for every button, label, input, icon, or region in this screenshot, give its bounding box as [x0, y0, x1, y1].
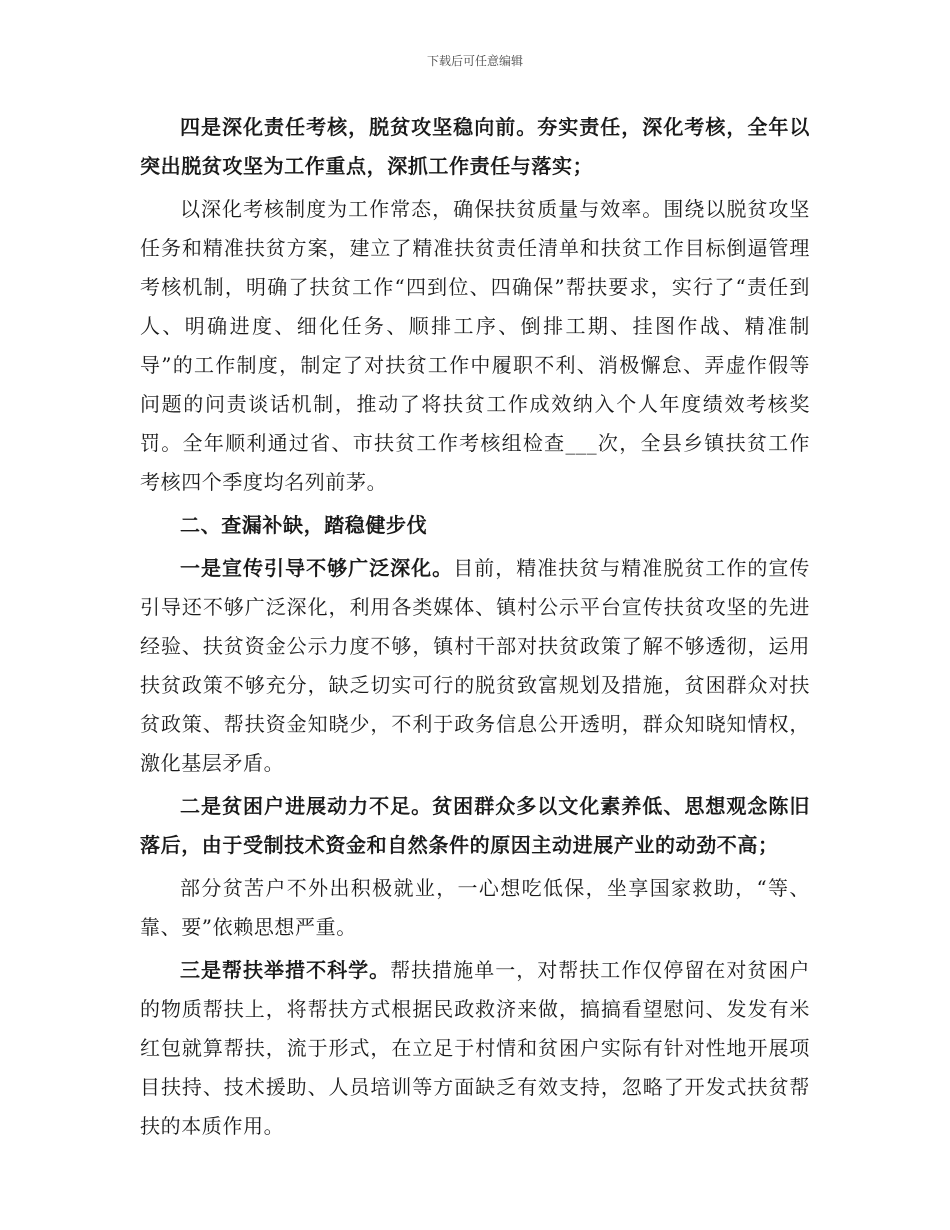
section-heading-text: 二、查漏补缺，踏稳健步伐 — [180, 513, 428, 537]
paragraph-2-text: 以深化考核制度为工作常态，确保扶贫质量与效率。围绕以脱贫攻坚任务和精准扶贫方案，建立了精准扶贫责任清单和扶贫工作目标倒逼管理考核机制，明确了扶贫工作“四到位、四确保”帮扶要求，实行了“责任到人、明确进度、细化任务、顺排工序、倒排工期、挂图作战、精准制导”的工作制度，制定了对扶贫工作中履职不利、消极懈怠、弄虚作假等问题的问责谈话机制，推动了将扶贫工作成效纳入个人年度绩效考核奖罚。全年顺利通过省、市扶贫工作考核组检查___次，全县乡镇扶贫工作考核四个季度均名列前茅。 — [140, 197, 810, 494]
section-heading — [140, 506, 810, 545]
paragraph-1 — [140, 108, 810, 186]
paragraph-6-text: 帮扶措施单一，对帮扶工作仅停留在对贫困户的物质帮扶上，将帮扶方式根据民政救济来做，搞搞看望慰问、发发有米红包就算帮扶，流于形式，在立足于村情和贫困户实际有针对性地开展项目扶持、技术援助、人员培训等方面缺乏有效支持，忽略了开发式扶贫帮扶的本质作用。 — [140, 958, 811, 1138]
document-body — [140, 108, 810, 1150]
page-header-note: 下载后可任意编辑 — [426, 54, 523, 68]
paragraph-3-lead: 一是宣传引导不够广泛深化。 — [180, 556, 454, 580]
paragraph-5-text: 部分贫苦户不外出积极就业，一心想吃低保，坐享国家救助，“等、靠、要”依赖思想严重。 — [140, 876, 810, 939]
paragraph-4 — [140, 787, 810, 865]
paragraph-4-lead: 二是贫困户进展动力不足。贫困群众多以文化素养低、思想观念陈旧落后，由于受制技术资金和自然条件的原因主动进展产业的动劲不高； — [140, 794, 810, 857]
paragraph-3 — [140, 549, 810, 783]
paragraph-2 — [140, 190, 810, 502]
paragraph-3-text: 目前，精准扶贫与精准脱贫工作的宣传引导还不够广泛深化，利用各类媒体、镇村公示平台宣传扶贫攻坚的先进经验、扶贫资金公示力度不够，镇村干部对扶贫政策了解不够透彻，运用扶贫政策不够充分，缺乏切实可行的脱贫致富规划及措施，贫困群众对扶贫政策、帮扶资金知晓少，不利于政务信息公开透明，群众知晓知情权，激化基层矛盾。 — [140, 556, 810, 775]
paragraph-5 — [140, 869, 810, 947]
paragraph-6 — [140, 951, 810, 1146]
paragraph-6-lead: 三是帮扶举措不科学。 — [180, 958, 391, 982]
paragraph-1-lead: 四是深化责任考核，脱贫攻坚稳向前。夯实责任，深化考核，全年以突出脱贫攻坚为工作重点，深抓工作责任与落实； — [140, 115, 810, 178]
